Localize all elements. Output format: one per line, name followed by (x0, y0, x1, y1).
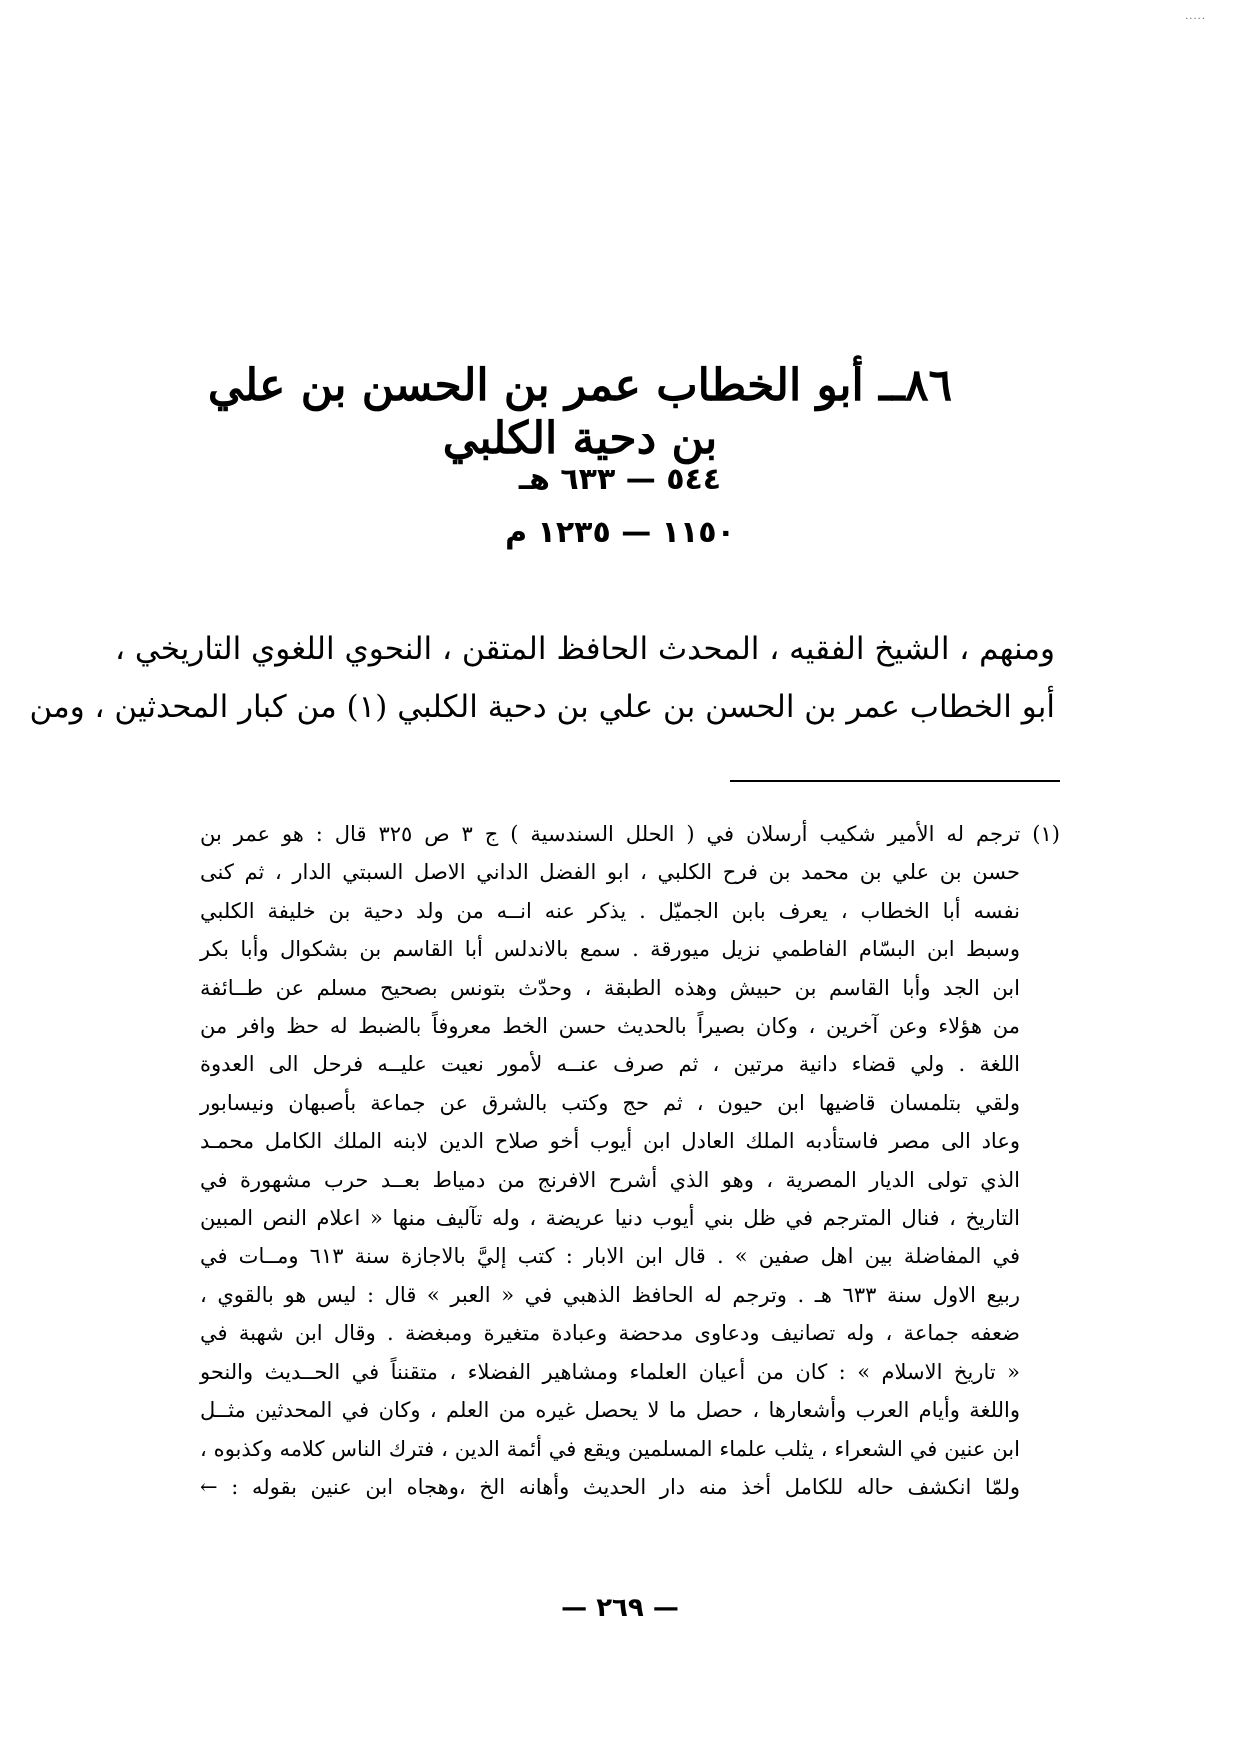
footnote-line: ضعفه جماعة ، وله تصانيف ودعاوى مدحضة وعبادة متغيرة ومبغضة . وقال ابن شهبة في (200, 1321, 1020, 1346)
footnote-divider (730, 780, 1060, 782)
intro-line: ومنهم ، الشيخ الفقيه ، المحدث الحافظ المتقن ، النحوي اللغوي التاريخي ، (115, 631, 1055, 667)
footnote-line: ابن عنين في الشعراء ، يثلب علماء المسلمين ويقع في أئمة الدين ، فترك الناس كلامه وكذبوه ، (200, 1436, 1020, 1461)
footnote-line: « تاريخ الاسلام » : كان من أعيان العلماء ومشاهير الفضلاء ، متقنناً في الحــديث والنحو (200, 1359, 1020, 1384)
footnote-line: اللغة . ولي قضاء دانية مرتين ، ثم صرف عنــه لأمور نعيت عليــه فرحل الى العدوة (200, 1052, 1020, 1077)
scan-speck: ····· (1185, 14, 1206, 25)
entry-heading: ٨٦ــ أبو الخطاب عمر بن الحسن بن علي بن دحية الكلبي (207, 360, 953, 464)
footnote-line: التاريخ ، فنال المترجم في ظل بني أيوب دنيا عريضة ، وله تآليف منها « اعلام النص المبين (200, 1206, 1020, 1231)
footnote-line: ولقي بتلمسان قاضيها ابن حيون ، ثم حج وكتب بالشرق عن جماعة بأصبهان ونيسابور (200, 1090, 1020, 1115)
footnote-line: الذي تولى الديار المصرية ، وهو الذي أشرح الافرنج من دمياط بعــد حرب مشهورة في (200, 1167, 1020, 1192)
footnote-line: ولمّا انكشف حاله للكامل أخذ منه دار الحديث وأهانه الخ ،وهجاه ابن عنين بقوله : ← (200, 1474, 1020, 1499)
footnote-line: واللغة وأيام العرب وأشعارها ، حصل ما لا يحصل غيره من العلم ، وكان في المحدثين مثــل (200, 1398, 1020, 1423)
footnote-line: وسبط ابن البسّام الفاطمي نزيل ميورقة . سمع بالاندلس أبا القاسم بن بشكوال وأبا بكر (200, 937, 1020, 962)
footnote-line: وعاد الى مصر فاستأدبه الملك العادل ابن أيوب أخو صلاح الدين لابنه الملك الكامل محمـد (200, 1129, 1020, 1154)
intro-paragraph (29, 620, 1055, 736)
footnote-line: في المفاضلة بين اهل صفين » . قال ابن الابار : كتب إليَّ بالاجازة سنة ٦١٣ ومــات في (200, 1244, 1020, 1269)
footnote-line: (١) ترجم له الأمير شكيب أرسلان في ( الحلل السندسية ) ج ٣ ص ٣٢٥ قال : هو عمر بن (200, 822, 1060, 846)
footnote-line: ابن الجد وأبا القاسم بن حبيش وهذه الطبقة ، وحدّث بتونس بصحيح مسلم عن طــائفة (200, 975, 1020, 1000)
hijri-dates: ٥٤٤ — ٦٣٣ هـ (518, 462, 722, 497)
footnote-line: نفسه أبا الخطاب ، يعرف بابن الجميّل . يذكر عنه انــه من ولد دحية بن خليفة الكلبي (200, 898, 1020, 923)
intro-line: أبو الخطاب عمر بن الحسن بن علي بن دحية الكلبي (١) من كبار المحدثين ، ومن (29, 689, 1055, 725)
page-number: — ٢٦٩ — (561, 1593, 679, 1623)
footnote-line: ربيع الاول سنة ٦٣٣ هـ . وترجم له الحافظ الذهبي في « العبر » قال : ليس هو بالقوي ، (200, 1282, 1020, 1307)
gregorian-dates: ١١٥٠ — ١٢٣٥ م (505, 515, 735, 550)
footnote-line: من هؤلاء وعن آخرين ، وكان بصيراً بالحديث حسن الخط معروفاً بالضبط له حظ وافر من (200, 1014, 1020, 1039)
footnote (200, 815, 1060, 1506)
footnote-line: حسن بن علي بن محمد بن فرح الكلبي ، ابو الفضل الداني الاصل السبتي الدار ، ثم كنى (200, 860, 1020, 885)
